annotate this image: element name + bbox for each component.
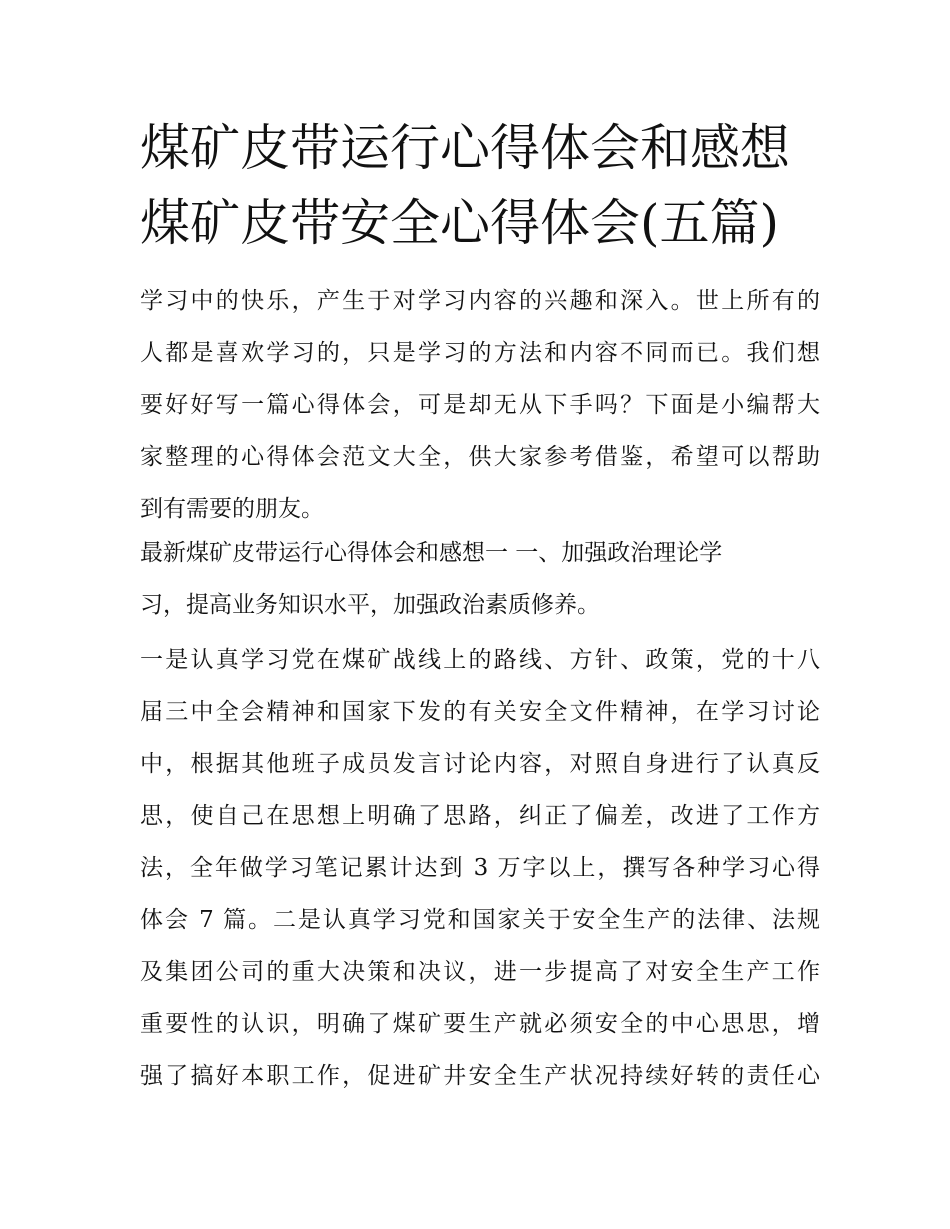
body-line: 届三中全会精神和国家下发的有关安全文件精神，在学习讨论	[140, 699, 820, 725]
section-heading	[140, 527, 820, 631]
section-heading-line: 习，提高业务知识水平，加强政治素质修养。	[140, 592, 600, 618]
body-line: 及集团公司的重大决策和决议，进一步提高了对安全生产工作	[140, 959, 820, 985]
document-title-line-2: 煤矿皮带安全心得体会(五篇)	[140, 194, 780, 252]
body-line: 一是认真学习党在煤矿战线上的路线、方针、政策，党的十八	[140, 647, 820, 673]
body-line: 强了搞好本职工作，促进矿井安全生产状况持续好转的责任心	[140, 1063, 820, 1089]
intro-paragraph	[140, 275, 820, 535]
document-title-line-1: 煤矿皮带运行心得体会和感想	[140, 119, 790, 177]
intro-line: 学习中的快乐，产生于对学习内容的兴趣和深入。世上所有的	[140, 288, 820, 314]
body-line: 中，根据其他班子成员发言讨论内容，对照自身进行了认真反	[140, 751, 820, 777]
body-line: 法，全年做学习笔记累计达到 3 万字以上，撰写各种学习心得	[140, 855, 820, 881]
body-line: 重要性的认识，明确了煤矿要生产就必须安全的中心思思，增	[140, 1011, 820, 1037]
body-line: 思，使自己在思想上明确了思路，纠正了偏差，改进了工作方	[140, 803, 820, 829]
intro-line: 到有需要的朋友。	[140, 496, 324, 522]
section-heading-line: 最新煤矿皮带运行心得体会和感想一 一、加强政治理论学	[140, 540, 723, 566]
intro-line: 要好好写一篇心得体会，可是却无从下手吗？下面是小编帮大	[140, 392, 820, 418]
intro-line: 人都是喜欢学习的，只是学习的方法和内容不同而已。我们想	[140, 340, 820, 366]
body-paragraph	[140, 634, 820, 1102]
body-line: 体会 7 篇。二是认真学习党和国家关于安全生产的法律、法规	[140, 907, 820, 933]
intro-line: 家整理的心得体会范文大全，供大家参考借鉴，希望可以帮助	[140, 444, 820, 470]
